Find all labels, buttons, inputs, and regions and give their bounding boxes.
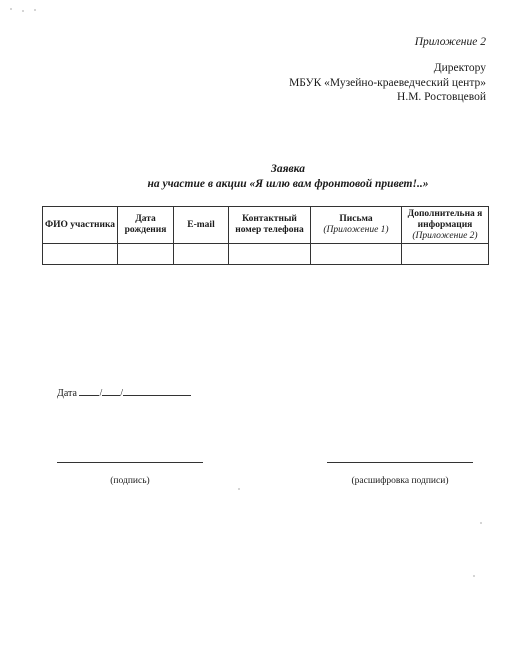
addressee-block [0, 61, 486, 105]
column-header-email: E-mail [174, 207, 229, 244]
signature-caption: (подпись) [110, 476, 150, 486]
column-header-fio: ФИО участника [43, 207, 118, 244]
document-subtitle: на участие в акции «Я шлю вам фронтовой привет!..» [147, 178, 429, 190]
addressee-line-2: МБУК «Музейно-краеведческий центр» [289, 76, 486, 89]
column-header-additional-info: Дополнительна я информация (Приложение 2) [402, 207, 489, 244]
date-separator-2: / [120, 388, 123, 399]
table-cell-additional-info[interactable] [402, 244, 489, 265]
appendix-label: Приложение 2 [414, 36, 486, 48]
date-month-blank[interactable] [102, 386, 120, 396]
date-label: Дата [57, 388, 77, 399]
signature-line[interactable] [57, 462, 203, 463]
application-table [42, 206, 489, 265]
date-year-blank[interactable] [123, 386, 191, 396]
table-cell-letters[interactable] [311, 244, 402, 265]
table-cell-email[interactable] [174, 244, 229, 265]
table-cell-phone[interactable] [229, 244, 311, 265]
table-header-row [43, 207, 489, 244]
date-field [57, 386, 191, 399]
addressee-line-1: Директору [433, 62, 486, 74]
signature-decoding-line[interactable] [327, 462, 473, 463]
document-title: Заявка [271, 163, 305, 175]
table-row [43, 244, 489, 265]
signature-decoding-caption: (расшифровка подписи) [351, 476, 449, 486]
table-cell-fio[interactable] [43, 244, 118, 265]
date-separator-1: / [99, 388, 103, 399]
table-cell-birth-date[interactable] [118, 244, 174, 265]
column-header-letters: Письма (Приложение 1) [311, 207, 402, 244]
column-header-birth-date: Дата рождения [118, 207, 174, 244]
date-day-blank[interactable] [79, 386, 99, 396]
addressee-line-3: Н.М. Ростовцевой [397, 91, 486, 103]
column-header-phone: Контактный номер телефона [229, 207, 311, 244]
